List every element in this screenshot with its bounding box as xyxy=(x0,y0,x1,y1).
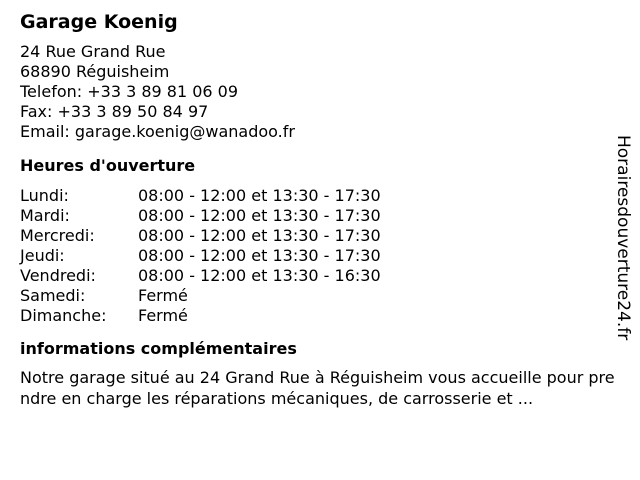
hours-row-mardi xyxy=(20,206,610,226)
day-label: Mercredi: xyxy=(20,226,95,245)
hours-row-jeudi xyxy=(20,246,610,266)
hours-row-mercredi xyxy=(20,226,610,246)
address-city: 68890 Réguisheim xyxy=(20,62,170,81)
day-times: 08:00 - 12:00 et 13:30 - 17:30 xyxy=(138,246,381,265)
hours-heading: Heures d'ouverture xyxy=(20,156,196,175)
day-times: 08:00 - 12:00 et 13:30 - 17:30 xyxy=(138,186,381,205)
address-street: 24 Rue Grand Rue xyxy=(20,42,166,61)
day-label: Vendredi: xyxy=(20,266,96,285)
business-card xyxy=(20,8,615,409)
day-label: Mardi: xyxy=(20,206,70,225)
day-label: Lundi: xyxy=(20,186,69,205)
day-times: 08:00 - 12:00 et 13:30 - 16:30 xyxy=(138,266,381,285)
day-label: Jeudi: xyxy=(20,246,65,265)
day-times: 08:00 - 12:00 et 13:30 - 17:30 xyxy=(138,226,381,245)
business-name: Garage Koenig xyxy=(20,11,178,33)
day-times: Fermé xyxy=(138,286,188,305)
hours-row-dimanche xyxy=(20,306,610,326)
watermark-text: Horairesdouverture24.fr xyxy=(613,135,633,341)
day-label: Samedi: xyxy=(20,286,86,305)
email-address: Email: garage.koenig@wanadoo.fr xyxy=(20,122,295,141)
contact-block xyxy=(20,42,610,142)
hours-row-lundi xyxy=(20,186,610,206)
hours-row-samedi xyxy=(20,286,610,306)
phone-number: Telefon: +33 3 89 81 06 09 xyxy=(20,82,239,101)
site-watermark xyxy=(611,135,635,345)
info-description: Notre garage situé au 24 Grand Rue à Réguisheim vous accueille pour prendre en charge les réparations mécaniques, de carrosserie et ... xyxy=(20,368,615,408)
hours-table xyxy=(20,186,610,326)
fax-number: Fax: +33 3 89 50 84 97 xyxy=(20,102,209,121)
day-label: Dimanche: xyxy=(20,306,107,325)
hours-row-vendredi xyxy=(20,266,610,286)
day-times: 08:00 - 12:00 et 13:30 - 17:30 xyxy=(138,206,381,225)
day-times: Fermé xyxy=(138,306,188,325)
info-heading: informations complémentaires xyxy=(20,339,297,358)
